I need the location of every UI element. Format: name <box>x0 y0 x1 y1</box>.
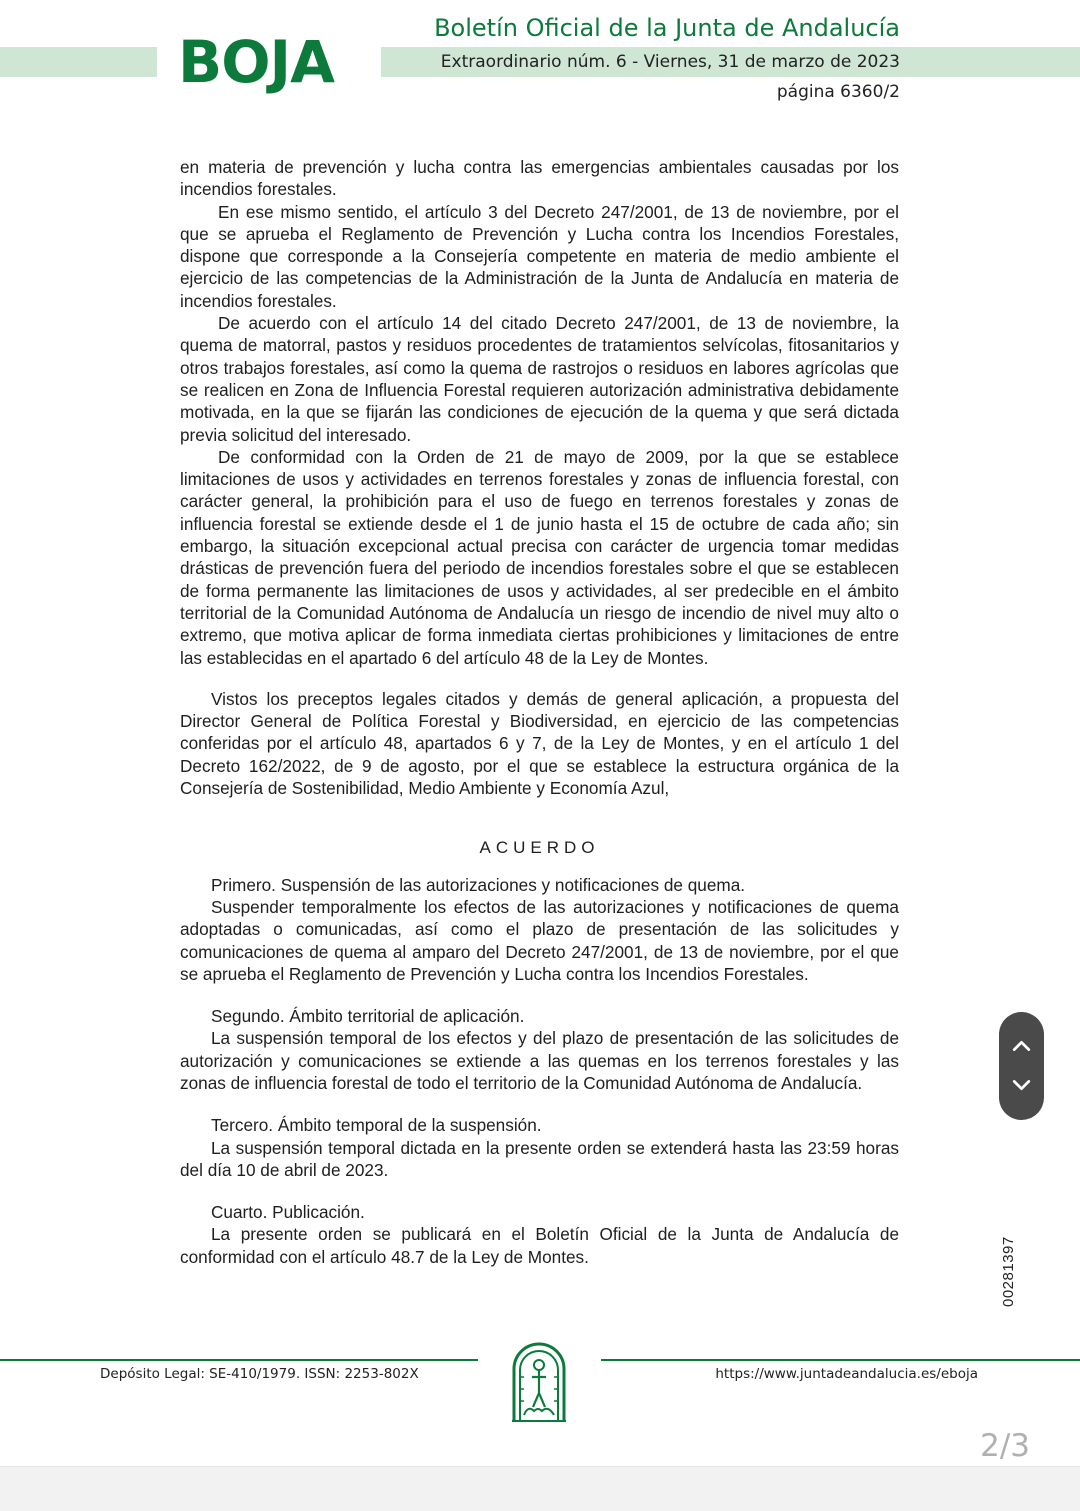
page-counter: 2/3 <box>980 1428 1030 1464</box>
chevron-down-icon[interactable] <box>1009 1072 1034 1097</box>
boja-logo: BOJA <box>178 28 334 96</box>
article-title: Cuarto. Publicación. <box>211 1202 365 1223</box>
footer-rule-right <box>601 1359 1080 1361</box>
article-title: Segundo. Ámbito territorial de aplicación. <box>211 1006 525 1027</box>
article-title: Primero. Suspensión de las autorizaciones y notificaciones de quema. <box>211 874 746 895</box>
page-nav-control <box>999 1012 1044 1120</box>
paragraph: De acuerdo con el artículo 14 del citado Decreto 247/2001, de 13 de noviembre, la quema de matorral, pastos y residuos procedentes de tratamientos selvícolas, fitosanitarios y otros trabajos forestales, así como la quema de rastrojos o residuos en labores agrícolas que se realicen en Zona de Influencia Forestal requieren autorización administrativa debidamente motivada, en la que se fijarán las condiciones de ejecución de la quema y que será dictada previa solicitud del interesado. <box>180 313 899 445</box>
legal-deposit: Depósito Legal: SE-410/1979. ISSN: 2253-802X <box>100 1366 419 1382</box>
paragraph: De conformidad con la Orden de 21 de mayo de 2009, por la que se establece limitaciones de usos y actividades en terrenos forestales y zonas de influencia forestal, con carácter general, la prohibición para el uso de fuego en terrenos forestales y zonas de influencia forestal se extiende desde el 1 de junio hasta el 15 de octubre de cada año; sin embargo, la situación excepcional actual precisa con carácter de urgencia tomar medidas drásticas de prevención fuera del periodo de incendios forestales sobre el que se establecen de forma permanente las limitaciones de usos y actividades, al ser predecible en el ámbito territorial de la Comunidad Autónoma de Andalucía un riesgo de incendio de nivel muy alto o extremo, que motiva aplicar de forma inmediata ciertas prohibiciones y limitaciones de entre las establecidas en el apartado 6 del artículo 48 de la Ley de Montes. <box>180 446 899 668</box>
document-number: 00281397 <box>1000 1236 1017 1308</box>
article-text: La presente orden se publicará en el Boletín Oficial de la Junta de Andalucía de conformidad con el artículo 48.7 de la Ley de Montes. <box>180 1224 899 1267</box>
issue-info: Extraordinario núm. 6 - Viernes, 31 de marzo de 2023 <box>440 52 900 72</box>
article-title: Tercero. Ámbito temporal de la suspensión. <box>211 1115 542 1136</box>
article-text: La suspensión temporal dictada en la presente orden se extenderá hasta las 23:59 horas del día 10 de abril de 2023. <box>180 1137 899 1180</box>
section-heading-acuerdo: ACUERDO <box>479 838 600 858</box>
bulletin-title: Boletín Oficial de la Junta de Andalucía <box>434 14 900 42</box>
article-text: Suspender temporalmente los efectos de las autorizaciones y notificaciones de quema adoptadas o comunicadas, así como el plazo de presentación de las solicitudes y comunicaciones de quema al amparo del Decreto 247/2001, de 13 de noviembre, por el que se aprueba el Reglamento de Prevención y Lucha contra los Incendios Forestales. <box>180 896 899 984</box>
footer-url[interactable]: https://www.juntadeandalucia.es/eboja <box>715 1366 978 1382</box>
paragraph: En ese mismo sentido, el artículo 3 del Decreto 247/2001, de 13 de noviembre, por el que se aprueba el Reglamento de Prevención y Lucha contra los Incendios Forestales, dispone que corresponde a la Consejería competente en materia de medio ambiente el ejercicio de las competencias de la Administración de la Junta de Andalucía en materia de incendios forestales. <box>180 201 899 311</box>
paragraph: Vistos los preceptos legales citados y demás de general aplicación, a propuesta del Director General de Política Forestal y Biodiversidad, en ejercicio de las competencias conferidas por el artículo 48, apartados 6 y 7, de la Ley de Montes, y en el artículo 1 del Decreto 162/2022, de 9 de agosto, por el que se establece la estructura orgánica de la Consejería de Sostenibilidad, Medio Ambiente y Economía Azul, <box>180 688 899 799</box>
viewer-bottom-bar <box>0 1466 1080 1511</box>
article-text: La suspensión temporal de los efectos y del plazo de presentación de las solicitudes de autorización y comunicaciones se extiende a las quemas en los terrenos forestales y las zonas de influencia forestal de todo el territorio de la Comunidad Autónoma de Andalucía. <box>180 1028 899 1093</box>
page-reference: página 6360/2 <box>776 82 900 102</box>
header-band-left <box>0 47 157 77</box>
paragraph: en materia de prevención y lucha contra las emergencias ambientales causadas por los incendios forestales. <box>180 157 899 200</box>
document-body <box>180 156 899 1268</box>
chevron-up-icon[interactable] <box>1009 1034 1034 1059</box>
footer-rule-left <box>0 1359 478 1361</box>
andalucia-emblem-icon <box>508 1337 570 1423</box>
